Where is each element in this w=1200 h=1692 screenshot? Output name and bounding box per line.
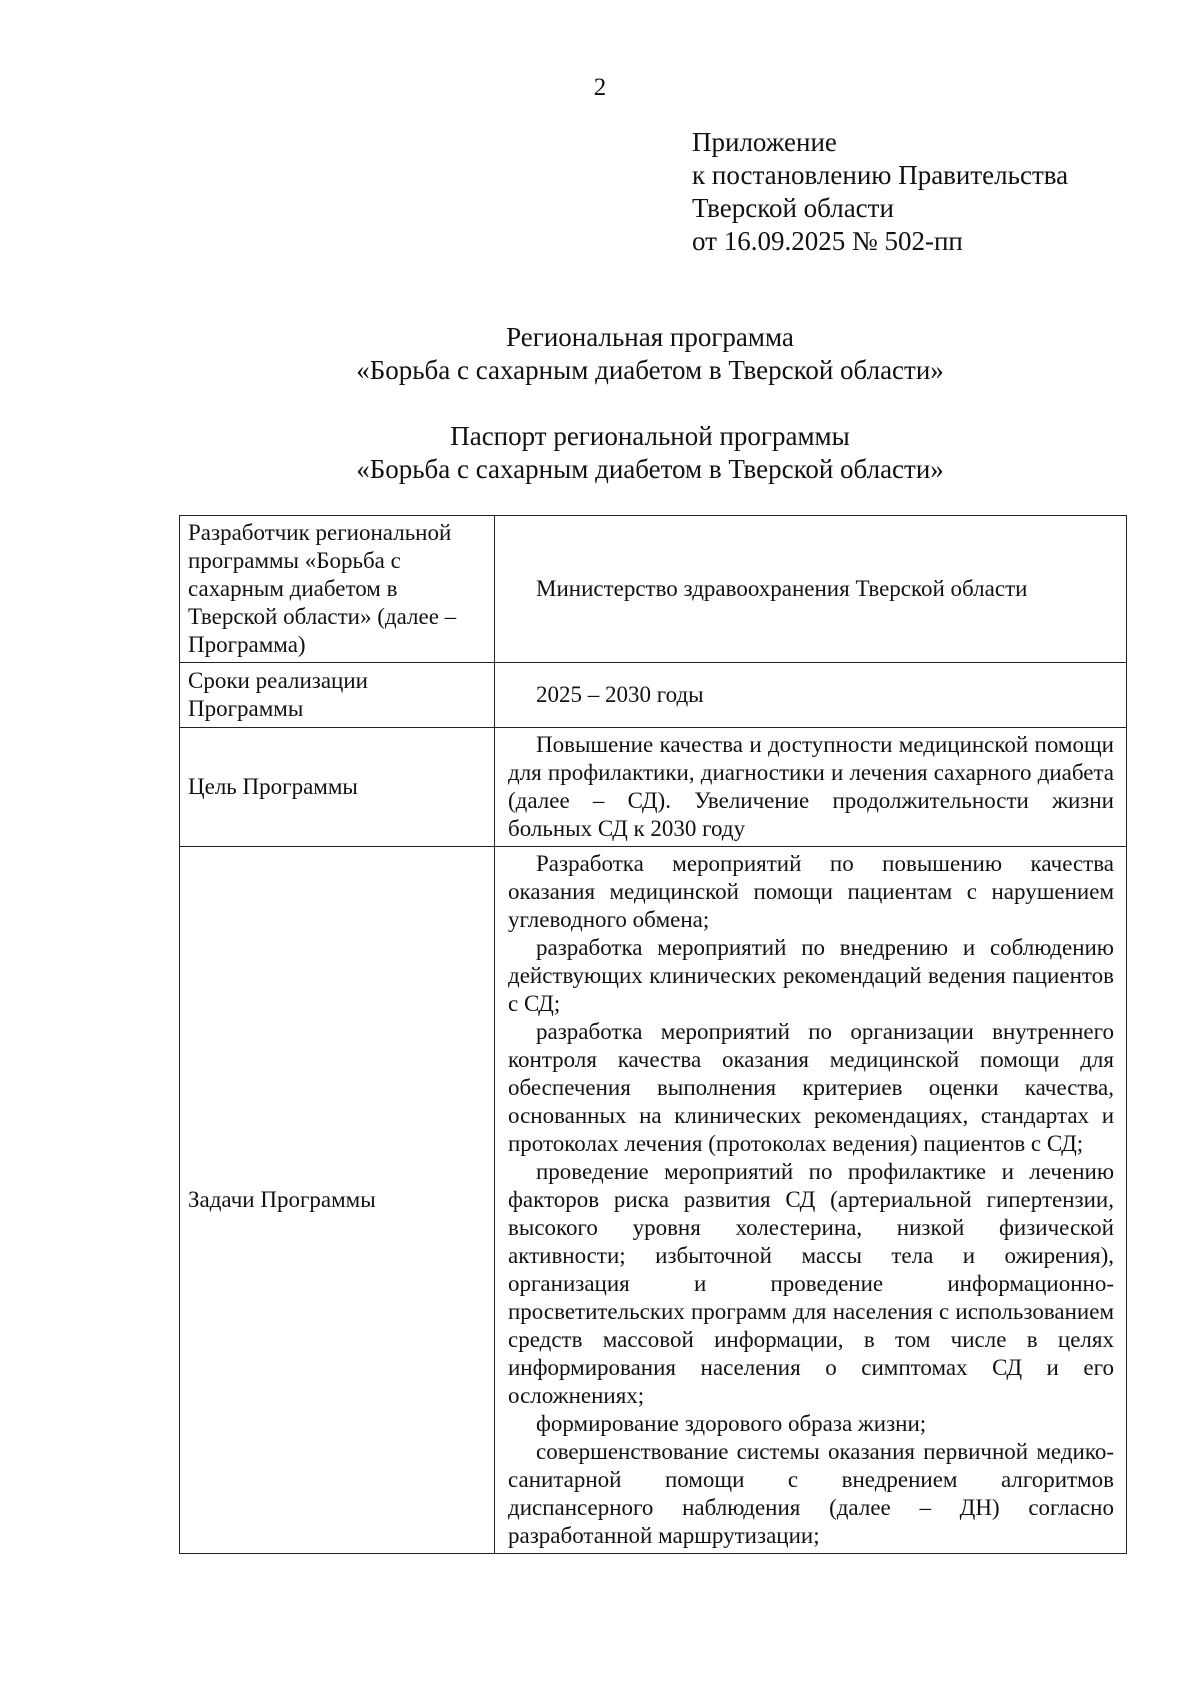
table-row-terms: [180, 663, 1127, 728]
passport-title: [0, 420, 1200, 486]
table-row-developer: [180, 516, 1127, 663]
goal-label: Цель Программы: [180, 728, 495, 847]
task-item: разработка мероприятий по внедрению и соблюдению действующих клинических рекомендаций ведения пациентов с СД;: [508, 935, 1114, 1016]
task-item: совершенствование системы оказания первичной медико-санитарной помощи с внедрением алгоритмов диспансерного наблюдения (далее – ДН) согласно разработанной маршрутизации;: [508, 1439, 1114, 1548]
passport-table: [179, 515, 1127, 1554]
tasks-value-cell: [495, 847, 1127, 1554]
task-item: проведение мероприятий по профилактике и лечению факторов риска развития СД (артериальной гипертензии, высокого уровня холестерина, низкой физической активности; избыточной массы тела и ожирения), организация и проведение информационно-просветительских программ для населения с использованием средств массовой информации, в том числе в целях информирования населения о симптомах СД и его осложнениях;: [508, 1159, 1114, 1408]
goal-value-cell: [495, 728, 1127, 847]
program-title-line-2: «Борьба с сахарным диабетом в Тверской области»: [356, 355, 944, 385]
appendix-line-4: от 16.09.2025 № 502-пп: [692, 226, 963, 256]
table-row-goal: [180, 728, 1127, 847]
terms-label: Сроки реализации Программы: [180, 663, 495, 728]
tasks-label: Задачи Программы: [180, 847, 495, 1554]
appendix-line-3: Тверской области: [692, 193, 894, 223]
developer-value-cell: [495, 516, 1127, 663]
task-item: разработка мероприятий по организации внутреннего контроля качества оказания медицинской помощи для обеспечения выполнения критериев оценки качества, основанных на клинических рекомендациях, стандартах и протоколах лечения (протоколах ведения) пациентов с СД;: [508, 1019, 1114, 1156]
appendix-block: [692, 126, 1068, 258]
table-row-tasks: [180, 847, 1127, 1554]
appendix-line-1: Приложение: [692, 127, 837, 157]
passport-title-line-1: Паспорт региональной программы: [450, 421, 850, 451]
page-number: 2: [593, 74, 607, 101]
appendix-line-2: к постановлению Правительства: [692, 160, 1069, 190]
terms-value-cell: [495, 663, 1127, 728]
program-title: [0, 321, 1200, 387]
task-item: формирование здорового образа жизни;: [536, 1411, 927, 1436]
program-title-line-1: Региональная программа: [506, 322, 794, 352]
terms-value: 2025 – 2030 годы: [536, 682, 704, 707]
task-item: Разработка мероприятий по повышению качества оказания медицинской помощи пациентам с нарушением углеводного обмена;: [508, 851, 1114, 932]
goal-value: Повышение качества и доступности медицинской помощи для профилактики, диагностики и лечения сахарного диабета (далее – СД). Увеличение продолжительности жизни больных СД к 2030 году: [508, 732, 1114, 841]
developer-label: Разработчик региональной программы «Борьба с сахарным диабетом в Тверской области» (далее – Программа): [180, 516, 495, 663]
passport-title-line-2: «Борьба с сахарным диабетом в Тверской области»: [356, 454, 944, 484]
developer-value: Министерство здравоохранения Тверской области: [536, 576, 1028, 601]
